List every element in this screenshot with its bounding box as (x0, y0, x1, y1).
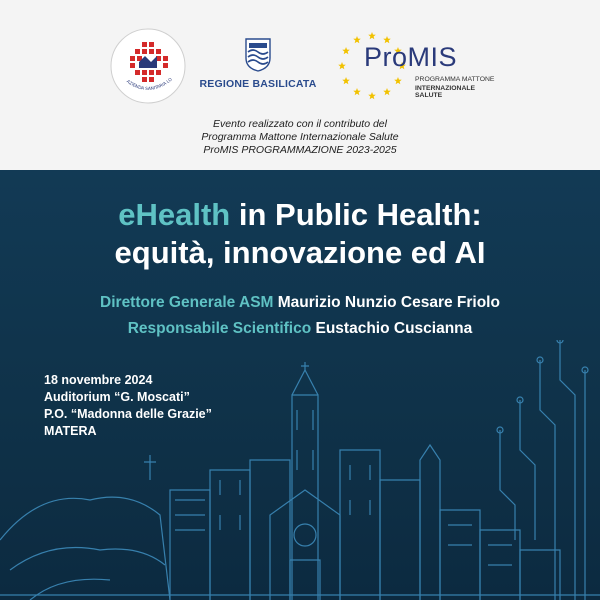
event-hospital: P.O. “Madonna delle Grazie” (44, 407, 212, 421)
event-city: MATERA (44, 424, 97, 438)
event-credit (0, 118, 600, 157)
organizer-row-1 (0, 290, 600, 316)
promis-logo (336, 28, 496, 108)
eu-star-icon (338, 62, 346, 69)
promis-subtitle-line2: INTERNAZIONALE SALUTE (415, 85, 476, 99)
organizer-row-2 (0, 316, 600, 342)
header-band (0, 0, 600, 170)
event-credit-line1: Evento realizzato con il contributo del (213, 118, 387, 130)
event-date: 18 novembre 2024 (44, 373, 153, 387)
eu-star-icon (368, 32, 376, 39)
event-details (44, 372, 212, 440)
eu-star-icon (394, 77, 402, 84)
title-line2: equità, innovazione ed AI (114, 235, 486, 270)
promis-name: ProMIS (364, 42, 458, 72)
eu-star-icon (342, 47, 350, 54)
organizer-role: Responsabile Scientifico (127, 320, 312, 337)
organizer-name: Maurizio Nunzio Cesare Friolo (277, 294, 500, 311)
asm-logo-icon (110, 28, 186, 104)
regione-name: REGIONE BASILICATA (199, 78, 317, 90)
event-venue: Auditorium “G. Moscati” (44, 390, 190, 404)
eu-star-icon (342, 77, 350, 84)
title-accent: eHealth (118, 197, 231, 232)
regione-shield-icon (245, 38, 271, 72)
regione-basilicata-logo (198, 38, 318, 98)
eu-star-icon (383, 88, 391, 95)
organizer-name: Eustachio Cuscianna (315, 320, 473, 337)
eu-star-icon (353, 36, 361, 43)
eu-star-icon (368, 92, 376, 99)
event-credit-line2: Programma Mattone Internazionale Salute (201, 131, 399, 143)
asm-logo-text: AZIENDA SANITARIA LO (125, 77, 174, 93)
title-rest-line1: in Public Health: (230, 197, 482, 232)
organizer-role: Direttore Generale ASM (100, 294, 274, 311)
promis-subtitle-line1: PROGRAMMA MATTONE (415, 76, 495, 83)
event-credit-line3: ProMIS PROGRAMMAZIONE 2023-2025 (203, 144, 397, 156)
event-title (0, 196, 600, 272)
asm-logo (110, 28, 186, 104)
eu-star-icon (353, 88, 361, 95)
organizers (0, 290, 600, 342)
